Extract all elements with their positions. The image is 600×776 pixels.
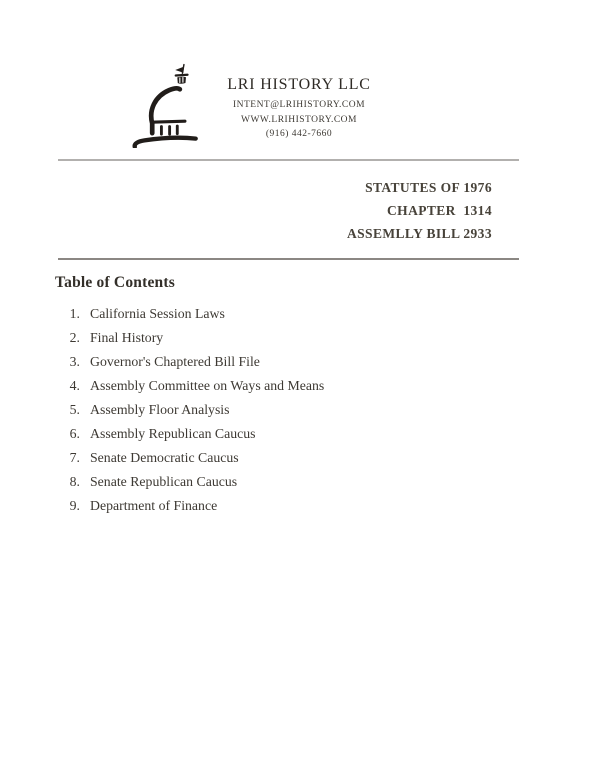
toc-item-label: Assembly Floor Analysis <box>90 402 230 417</box>
company-name: LRI HISTORY LLC <box>227 76 371 93</box>
toc-item <box>55 329 324 353</box>
toc-item <box>55 425 324 449</box>
toc-item-number: 7. <box>69 450 80 465</box>
company-logo <box>131 60 199 148</box>
toc-item-number: 6. <box>69 426 80 441</box>
statutes-line: STATUTES OF 1976 <box>365 180 492 195</box>
chapter-line: CHAPTER 1314 <box>387 203 492 218</box>
toc-item <box>55 401 324 425</box>
toc-item <box>55 449 324 473</box>
toc-item-number: 1. <box>69 306 80 321</box>
toc-item <box>55 353 324 377</box>
toc-item-label: Assembly Committee on Ways and Means <box>90 378 325 393</box>
company-website: WWW.LRIHISTORY.COM <box>241 114 357 125</box>
toc-item-label: Senate Democratic Caucus <box>90 450 239 465</box>
toc-item-label: California Session Laws <box>90 306 225 321</box>
toc-item-number: 4. <box>69 378 80 393</box>
toc-item <box>55 305 324 329</box>
toc-item <box>55 497 324 521</box>
toc-item-label: Assembly Republican Caucus <box>90 426 256 441</box>
toc-item-number: 9. <box>69 498 80 513</box>
company-email: INTENT@LRIHISTORY.COM <box>232 100 366 110</box>
toc-item-label: Senate Republican Caucus <box>90 474 238 489</box>
company-phone: (916) 442-7660 <box>265 129 333 139</box>
assembly-bill-line: ASSEMLLY BILL 2933 <box>346 226 492 241</box>
toc-item-number: 5. <box>69 402 80 417</box>
toc-item <box>55 473 324 497</box>
toc-item-number: 2. <box>69 330 80 345</box>
toc-title: Table of Contents <box>55 274 175 291</box>
capitol-dome-icon <box>131 60 199 148</box>
toc-item-label: Department of Finance <box>90 498 218 513</box>
toc-item-number: 3. <box>69 354 80 369</box>
bill-reference <box>347 176 492 245</box>
divider-top <box>58 159 519 161</box>
toc-item-label: Final History <box>90 330 164 345</box>
toc-list <box>55 305 324 521</box>
letterhead-text <box>193 74 405 142</box>
toc-item-number: 8. <box>69 474 80 489</box>
divider-bottom <box>58 258 519 260</box>
toc-item-label: Governor's Chaptered Bill File <box>90 354 260 369</box>
toc-item <box>55 377 324 401</box>
